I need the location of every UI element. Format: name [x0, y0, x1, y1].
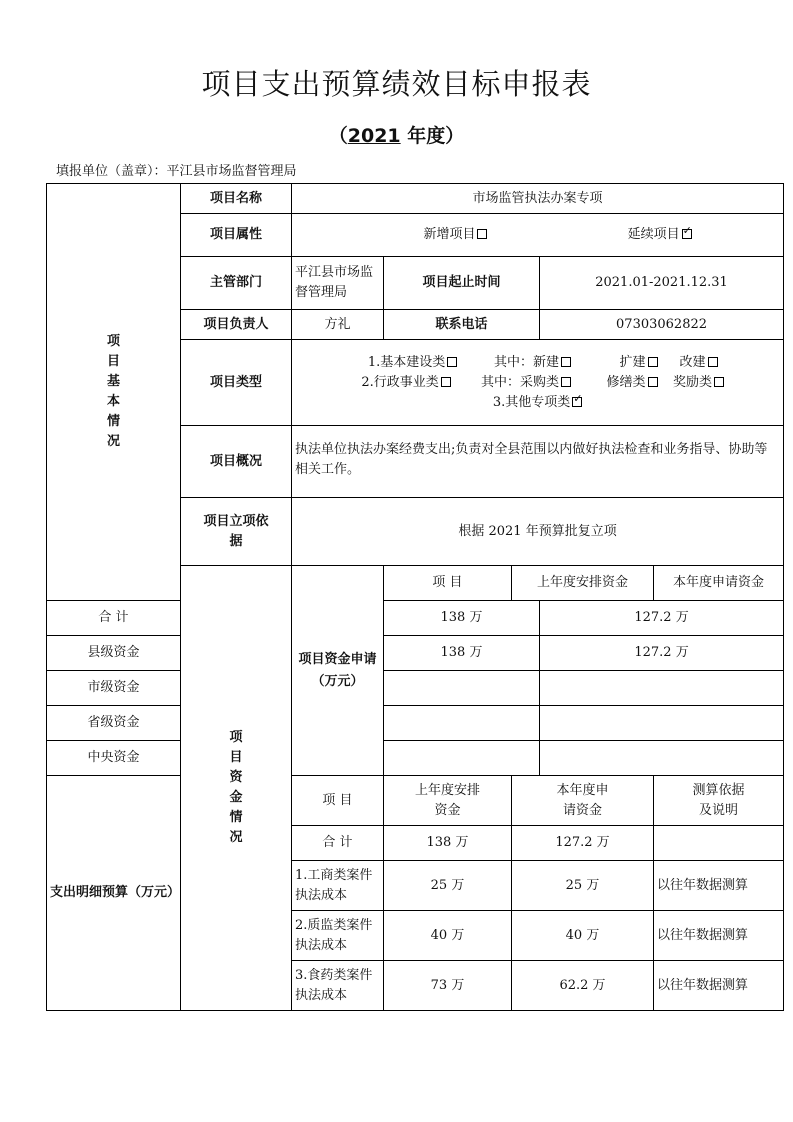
- detail-row-last: 138 万: [384, 826, 512, 861]
- form-year: [0, 121, 793, 148]
- overview-value: 执法单位执法办案经费支出;负责对全县范围以内做好执法检查和业务指导、协助等相关工作。: [292, 426, 784, 498]
- apply-row-this: 127.2 万: [540, 601, 784, 636]
- attr-new-checkbox[interactable]: [477, 229, 487, 239]
- detail-row-name: 2.质监类案件执法成本: [292, 911, 384, 961]
- project-name-label: 项目名称: [181, 184, 292, 214]
- owner-label: 项目负责人: [181, 310, 292, 340]
- project-attr-options: [292, 214, 784, 257]
- year-value: 2021: [347, 125, 401, 147]
- project-name-value: 市场监管执法办案专项: [292, 184, 784, 214]
- project-attr-label: 项目属性: [181, 214, 292, 257]
- apply-row-this: 127.2 万: [540, 636, 784, 671]
- attr-cont-option[interactable]: 延续项目✓: [580, 225, 740, 245]
- detail-row-name: 合 计: [292, 826, 384, 861]
- apply-row-name: 市级资金: [47, 671, 181, 706]
- basis-label: 项目立项依据: [181, 498, 292, 566]
- apply-row-this: [540, 741, 784, 776]
- type-line-2: 2.行政事业类 其中：采购类 修缮类 奖励类: [295, 373, 780, 393]
- apply-row-name: 省级资金: [47, 706, 181, 741]
- apply-header-this: 本年度申请资金: [654, 566, 784, 601]
- apply-row-last: [384, 741, 540, 776]
- attr-cont-checkbox[interactable]: [682, 229, 692, 239]
- year-open: （: [328, 125, 348, 147]
- apply-row-last: 138 万: [384, 636, 540, 671]
- apply-row-name: 中央资金: [47, 741, 181, 776]
- period-value: 2021.01-2021.12.31: [540, 257, 784, 310]
- overview-label: 项目概况: [181, 426, 292, 498]
- detail-header-item: 项 目: [292, 776, 384, 826]
- type-admin-checkbox[interactable]: [441, 377, 451, 387]
- type-rebuild-checkbox[interactable]: [708, 357, 718, 367]
- apply-row-this: [540, 706, 784, 741]
- detail-row-this: 25 万: [512, 861, 654, 911]
- type-line-3: 3.其他专项类✓: [295, 393, 780, 413]
- attr-new-option[interactable]: 新增项目: [335, 225, 575, 245]
- budget-form-table: [46, 183, 784, 1011]
- dept-label: 主管部门: [181, 257, 292, 310]
- detail-label: 支出明细预算（万元）: [47, 776, 181, 1011]
- detail-header-this: 本年度申请资金: [512, 776, 654, 826]
- form-title: 项目支出预算绩效目标申报表: [201, 67, 592, 101]
- type-line-1: 1.基本建设类 其中：新建 扩建 改建: [295, 353, 780, 373]
- apply-row-name: 县级资金: [47, 636, 181, 671]
- type-other-checkbox[interactable]: [572, 397, 582, 407]
- period-label: 项目起止时间: [384, 257, 540, 310]
- detail-row-name: 1.工商类案件执法成本: [292, 861, 384, 911]
- apply-label: 项目资金申请（万元）: [292, 566, 384, 776]
- detail-row-basis: 以往年数据测算: [654, 961, 784, 1011]
- detail-row-name: 3.食药类案件执法成本: [292, 961, 384, 1011]
- apply-row-last: 138 万: [384, 601, 540, 636]
- apply-header-item: 项 目: [384, 566, 512, 601]
- type-basic-checkbox[interactable]: [447, 357, 457, 367]
- type-expand-checkbox[interactable]: [648, 357, 658, 367]
- type-purchase-checkbox[interactable]: [561, 377, 571, 387]
- year-close: 年度）: [400, 125, 465, 147]
- apply-row-last: [384, 706, 540, 741]
- detail-row-this: 40 万: [512, 911, 654, 961]
- apply-row-this: [540, 671, 784, 706]
- detail-header-last: 上年度安排资金: [384, 776, 512, 826]
- project-type-label: 项目类型: [181, 340, 292, 426]
- basis-value: 根据 2021 年预算批复立项: [292, 498, 784, 566]
- section-basic-info: 项目基本情况: [47, 184, 181, 601]
- detail-row-this: 127.2 万: [512, 826, 654, 861]
- type-repair-checkbox[interactable]: [648, 377, 658, 387]
- detail-row-last: 73 万: [384, 961, 512, 1011]
- detail-row-basis: 以往年数据测算: [654, 911, 784, 961]
- detail-header-basis: 测算依据及说明: [654, 776, 784, 826]
- detail-row-basis: [654, 826, 784, 861]
- section-funds-info: 项目资金情况: [181, 566, 292, 1011]
- owner-value: 方礼: [292, 310, 384, 340]
- type-reward-checkbox[interactable]: [714, 377, 724, 387]
- detail-row-last: 40 万: [384, 911, 512, 961]
- type-new-checkbox[interactable]: [561, 357, 571, 367]
- detail-row-last: 25 万: [384, 861, 512, 911]
- filing-unit: 填报单位（盖章）：平江县市场监督管理局: [56, 164, 297, 179]
- detail-row-this: 62.2 万: [512, 961, 654, 1011]
- apply-row-last: [384, 671, 540, 706]
- project-type-options: [292, 340, 784, 426]
- phone-value: 07303062822: [540, 310, 784, 340]
- apply-row-name: 合 计: [47, 601, 181, 636]
- dept-value: 平江县市场监督管理局: [292, 257, 384, 310]
- phone-label: 联系电话: [384, 310, 540, 340]
- apply-header-last: 上年度安排资金: [512, 566, 654, 601]
- detail-row-basis: 以往年数据测算: [654, 861, 784, 911]
